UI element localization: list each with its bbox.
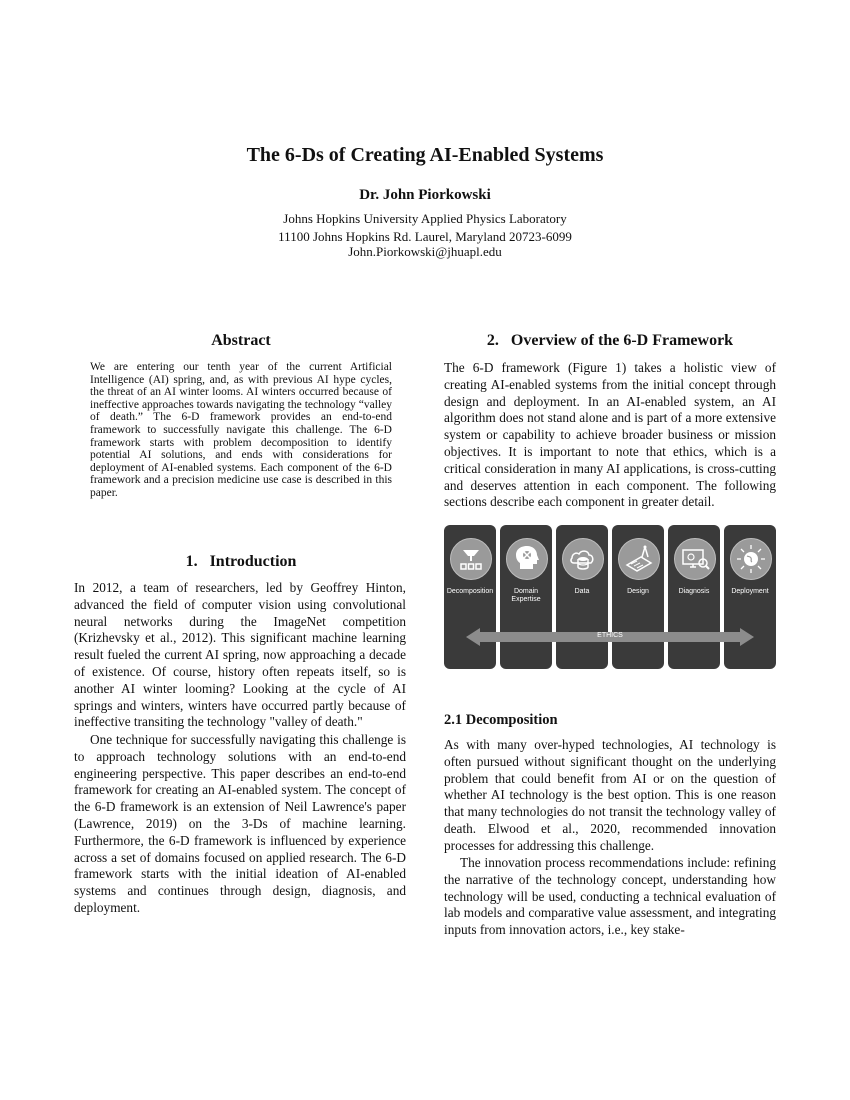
address: 11100 Johns Hopkins Rd. Laurel, Maryland 20723-6099 bbox=[278, 229, 572, 244]
introduction-paragraph-1: In 2012, a team of researchers, led by Geoffrey Hinton, advanced the field of computer vision using convolutional neural networks during the ImageNet competition (Krizhevsky et al., 2012). This significant machine learning result fueled the current AI spring, now approaching a decade of existence. Of course, history often repeats itself, so is another AI winter looming? Looking at the cycle of AI springs and winters, winters have occurred partly because of ineffective transiting the technology "valley of death." bbox=[74, 580, 406, 730]
figure-column-data bbox=[556, 525, 608, 669]
head-gears-icon bbox=[506, 538, 548, 580]
affiliation: Johns Hopkins University Applied Physics Laboratory bbox=[283, 211, 567, 226]
decomposition-paragraph-1: As with many over-hyped technologies, AI technology is often pursued without significant thought on the underlying problem that could benefit from AI or on the question of whether AI technology is the best option. This is one reason that many technologies do not transit the technology valley of death. Elwood et al., 2020, recommended innovation processes for addressing this challenge. bbox=[444, 737, 776, 853]
figure-label-deployment: Deployment bbox=[731, 588, 769, 595]
figure-label-data: Data bbox=[574, 588, 590, 595]
decomposition-icon bbox=[450, 538, 492, 580]
abstract-text: We are entering our tenth year of the current Artificial Intelligence (AI) spring, and, as with previous AI hype cycles, the threat of an AI winter looms. AI winters occurred because of ineffective approaches towards navigating the technology “valley of death.” The 6-D framework provides an end-to-end framework to successfully navigate this challenge. The 6-D framework starts with problem decomposition to identify potential AI solutions, and ends with considerations for deployment of AI-enabled systems. Each component of the 6-D framework and a precision medicine use case is described in this paper. bbox=[90, 361, 392, 499]
figure-column-deployment bbox=[724, 525, 776, 669]
figure-label-diagnosis: Diagnosis bbox=[678, 588, 710, 595]
figure-label-decomposition: Decomposition bbox=[446, 588, 494, 595]
figure-column-diagnosis bbox=[668, 525, 720, 669]
figure-column-decomposition bbox=[444, 525, 496, 669]
globe-icon bbox=[730, 538, 772, 580]
ethics-label: ETHICS bbox=[597, 632, 623, 639]
author-name: Dr. John Piorkowski bbox=[359, 187, 491, 203]
paper-title: The 6-Ds of Creating AI-Enabled Systems bbox=[246, 144, 604, 166]
decomposition-paragraph-2: The innovation process recommendations include: refining the narrative of the technology concept, understanding how technology will be used, conducting a technical evaluation of lab models and comparative value assessment, and integrating inputs from innovation actors, i.e., key stake- bbox=[444, 855, 776, 938]
figure-column-domain-expertise bbox=[500, 525, 552, 669]
blueprint-icon bbox=[618, 538, 660, 580]
introduction-heading: 1. Introduction bbox=[185, 553, 297, 570]
database-cloud-icon bbox=[562, 538, 604, 580]
overview-heading: 2. Overview of the 6-D Framework bbox=[486, 332, 734, 349]
abstract-heading: Abstract bbox=[211, 332, 271, 349]
figure-column-design bbox=[612, 525, 664, 669]
email: John.Piorkowski@jhuapl.edu bbox=[348, 244, 502, 259]
decomposition-heading: 2.1 Decomposition bbox=[444, 712, 558, 728]
figure-label-domain-expertise: Domain Expertise bbox=[511, 588, 541, 603]
monitor-magnifier-icon bbox=[674, 538, 716, 580]
overview-paragraph: The 6-D framework (Figure 1) takes a holistic view of creating AI-enabled systems from the initial concept through design and deployment. In an AI-enabled system, an AI algorithm does not stand alone and is part of a more extensive system or capability to achieve broader business or mission objectives. It is important to note that ethics, which is a critical consideration in many AI applications, is cross-cutting and deserves attention in each component. The following sections describe each component in greater detail. bbox=[444, 360, 776, 510]
figure-label-design: Design bbox=[627, 588, 649, 595]
six-d-framework-figure bbox=[444, 525, 776, 669]
introduction-paragraph-2: One technique for successfully navigating this challenge is to approach technology solutions with an end-to-end engineering perspective. This paper describes an end-to-end framework for creating an AI-enabled system. The concept of the 6-D framework is an extension of Neil Lawrence's paper (Lawrence, 2019) on the 3-Ds of machine learning. Furthermore, the 6-D framework is influenced by experience across a set of domains focused on applied research. The 6-D framework starts with the initial ideation of AI-enabled systems and continues through design, diagnosis, and deployment. bbox=[74, 732, 406, 915]
